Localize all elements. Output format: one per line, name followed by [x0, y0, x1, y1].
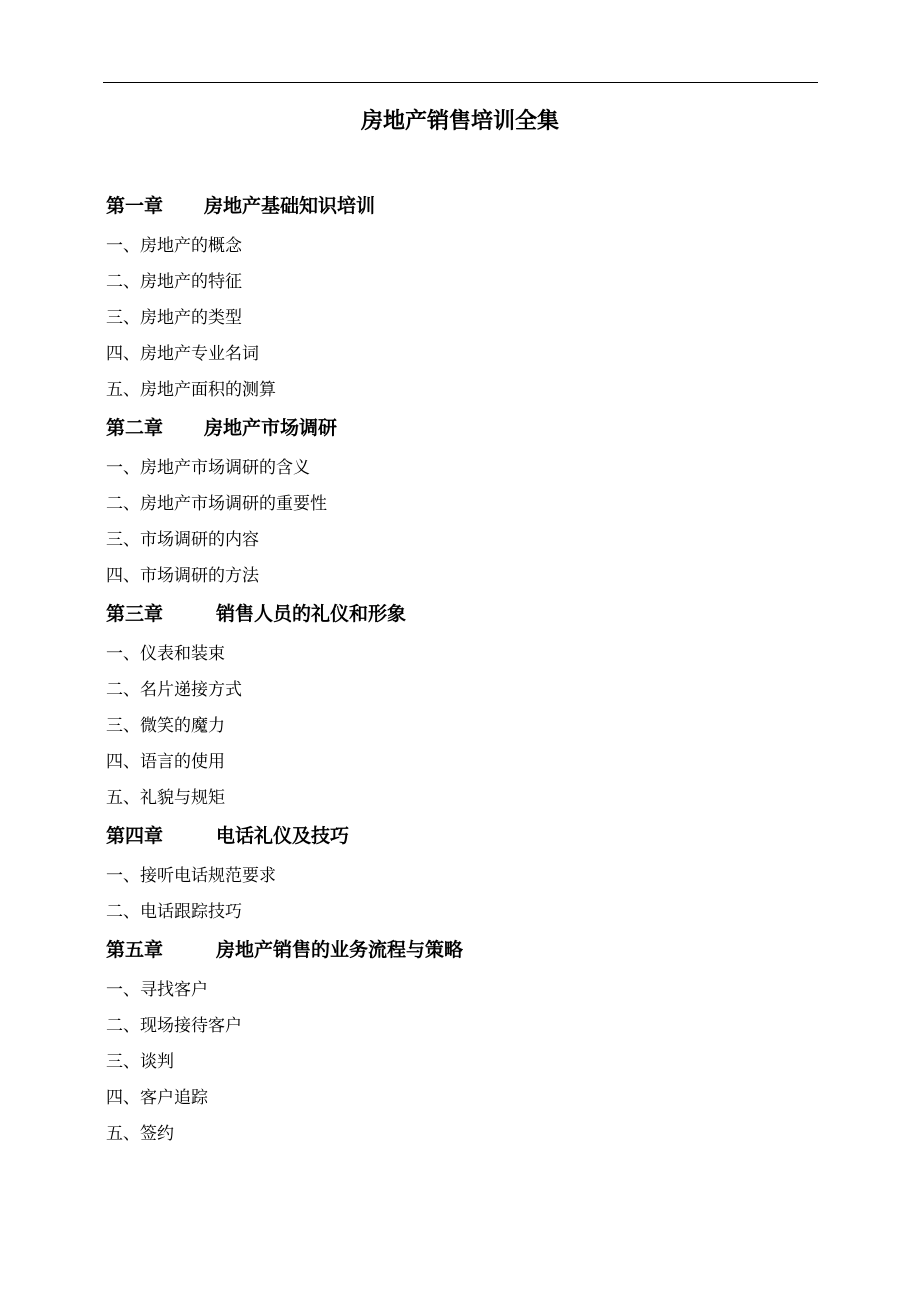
section-item: 一、寻找客户	[106, 980, 208, 1000]
section-item: 一、房地产的概念	[106, 236, 242, 256]
chapter-number: 第五章	[106, 939, 164, 961]
chapter-heading	[106, 816, 826, 856]
chapter-number: 第三章	[106, 603, 164, 625]
section-item: 四、语言的使用	[106, 752, 225, 772]
section-item: 二、房地产市场调研的重要性	[106, 494, 327, 514]
section-item: 三、房地产的类型	[106, 308, 242, 328]
chapter-number: 第一章	[106, 195, 164, 217]
chapter-title: 房地产基础知识培训	[204, 195, 376, 217]
section-item: 五、签约	[106, 1124, 174, 1144]
section-item: 四、房地产专业名词	[106, 344, 259, 364]
chapter-3	[106, 594, 826, 816]
section-item: 一、仪表和装束	[106, 644, 225, 664]
chapter-heading	[106, 930, 826, 970]
chapter-title: 房地产销售的业务流程与策略	[216, 939, 464, 961]
section-item: 三、微笑的魔力	[106, 716, 225, 736]
section-item: 一、接听电话规范要求	[106, 866, 276, 886]
chapter-title: 电话礼仪及技巧	[216, 825, 350, 847]
chapter-heading	[106, 408, 826, 448]
table-of-contents	[106, 186, 826, 1152]
section-item: 三、市场调研的内容	[106, 530, 259, 550]
section-item: 二、现场接待客户	[106, 1016, 242, 1036]
chapter-title: 房地产市场调研	[204, 417, 338, 439]
chapter-title: 销售人员的礼仪和形象	[216, 603, 407, 625]
chapter-4	[106, 816, 826, 930]
chapter-heading	[106, 594, 826, 634]
section-item: 四、市场调研的方法	[106, 566, 259, 586]
chapter-1	[106, 186, 826, 408]
section-item: 三、谈判	[106, 1052, 174, 1072]
chapter-heading	[106, 186, 826, 226]
section-item: 四、客户追踪	[106, 1088, 208, 1108]
document-title: 房地产销售培训全集	[360, 108, 559, 134]
section-item: 五、房地产面积的测算	[106, 380, 276, 400]
header-rule	[103, 82, 818, 83]
section-item: 一、房地产市场调研的含义	[106, 458, 310, 478]
chapter-5	[106, 930, 826, 1152]
section-item: 二、电话跟踪技巧	[106, 902, 242, 922]
chapter-number: 第四章	[106, 825, 164, 847]
chapter-2	[106, 408, 826, 594]
chapter-number: 第二章	[106, 417, 164, 439]
section-item: 五、礼貌与规矩	[106, 788, 225, 808]
section-item: 二、名片递接方式	[106, 680, 242, 700]
section-item: 二、房地产的特征	[106, 272, 242, 292]
